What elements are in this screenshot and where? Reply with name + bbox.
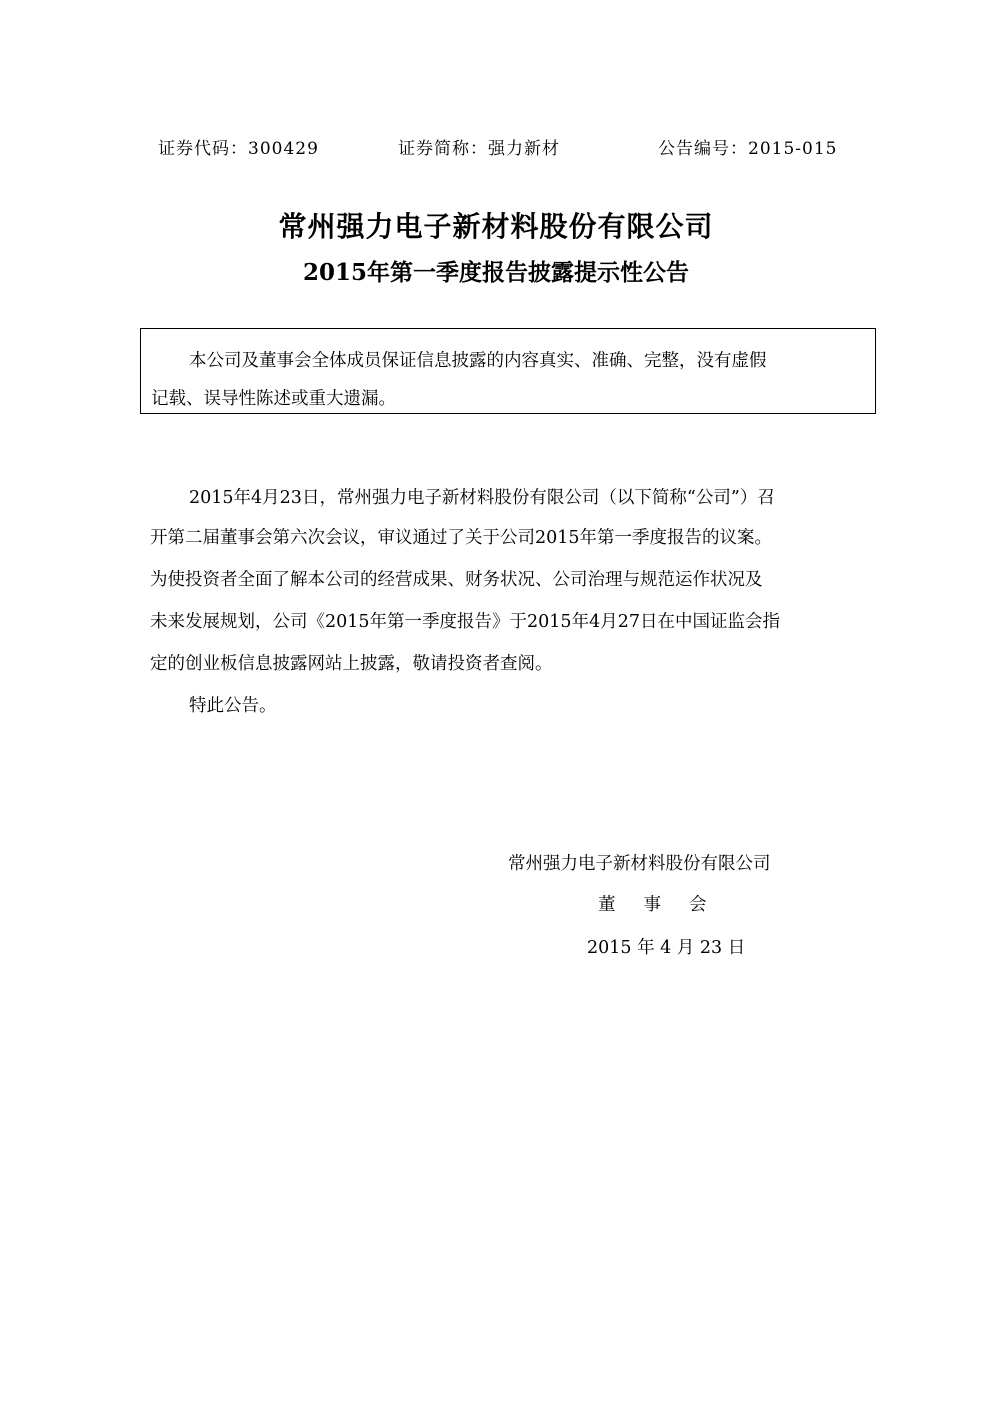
security-abbreviation: 证券简称：强力新材	[398, 139, 560, 159]
body-paragraph-line-3: 为使投资者全面了解本公司的经营成果、财务状况、公司治理与规范运作状况及	[150, 570, 763, 590]
signature-board: 董事会	[598, 895, 735, 915]
body-paragraph-line-2: 开第二届董事会第六次会议，审议通过了关于公司2015年第一季度报告的议案。	[150, 528, 773, 548]
body-paragraph-line-4: 未来发展规划，公司《2015年第一季度报告》于2015年4月27日在中国证监会指	[150, 612, 780, 632]
notice-title: 2015年第一季度报告披露提示性公告	[302, 259, 689, 286]
company-title: 常州强力电子新材料股份有限公司	[278, 210, 714, 243]
document-header	[158, 134, 848, 158]
notice-number: 公告编号：2015-015	[658, 139, 838, 159]
security-code: 证券代码：300429	[158, 139, 319, 159]
body-paragraph-line-5: 定的创业板信息披露网站上披露，敬请投资者查阅。	[150, 654, 553, 674]
closing-line: 特此公告。	[189, 696, 277, 716]
body-paragraph-line-1: 2015年4月23日，常州强力电子新材料股份有限公司（以下简称“公司”）召	[189, 488, 775, 508]
declaration-line-2: 记载、误导性陈述或重大遗漏。	[151, 389, 396, 409]
signature-date: 2015 年 4 月 23 日	[587, 938, 746, 958]
signature-company: 常州强力电子新材料股份有限公司	[508, 854, 771, 874]
declaration-line-1: 本公司及董事会全体成员保证信息披露的内容真实、准确、完整，没有虚假	[189, 351, 767, 371]
declaration-box	[140, 328, 876, 414]
